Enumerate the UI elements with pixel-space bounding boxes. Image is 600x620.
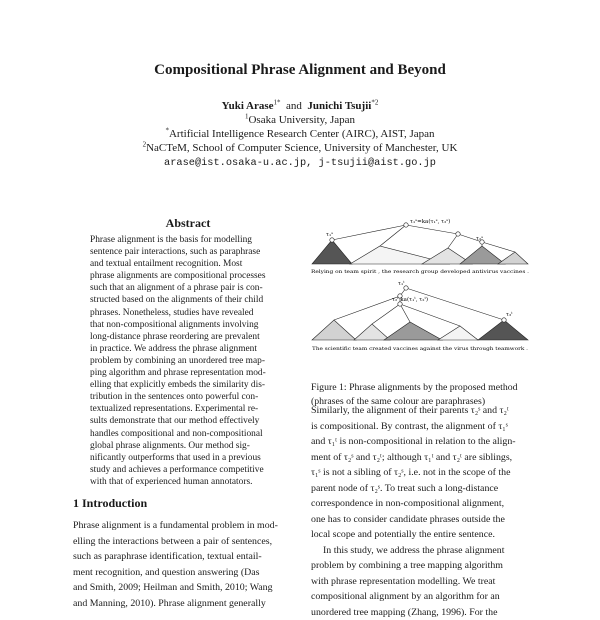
- abstract-line: study and achieves a performance competitive: [90, 464, 286, 476]
- affiliation-3-text: NaCTeM, School of Computer Science, University of Manchester, UK: [146, 142, 457, 154]
- affiliation-3: [0, 141, 600, 155]
- abstract-heading: Abstract: [73, 216, 303, 231]
- right-line: is compositional. By contrast, the alignment of τ₁ˢ: [311, 419, 533, 435]
- abstract-line: global phrase alignments. Our method sig-: [90, 440, 286, 452]
- intro-line: ment recognition, and question answering (Das: [73, 565, 305, 581]
- bottom-phrase-light: [354, 324, 390, 340]
- abstract-line: that non-compositional alignments involving: [90, 319, 286, 331]
- top-tree-edges: [332, 225, 515, 252]
- abstract-line: textualized representations. Experimental re-: [90, 403, 286, 415]
- abstract-line: ping algorithm and phrase representation mod-: [90, 367, 286, 379]
- author-2-marks: *2: [371, 98, 378, 106]
- right-line: one has to consider candidate phrases outside the: [311, 512, 533, 528]
- author-1-marks: 1*: [274, 98, 281, 106]
- intro-line: Phrase alignment is a fundamental problem in mod-: [73, 518, 305, 534]
- bottom-root-label: τ₁ᵗ: [398, 280, 405, 287]
- abstract-line: phrase alignments are compositional processes: [90, 270, 286, 282]
- top-root-label: τ₁ˢ=ka(τ₁ˢ, τ₂ˢ): [410, 218, 450, 225]
- paper-title: Compositional Phrase Alignment and Beyond: [0, 62, 600, 79]
- right-line: correspondence in non-compositional alignment,: [311, 496, 533, 512]
- abstract-line: handles compositional and non-compositional: [90, 428, 286, 440]
- bottom-phrase-mid: [384, 322, 442, 340]
- affiliation-2-mark: *: [165, 126, 169, 134]
- abstract-line: nificantly outperforms that used in a previous: [90, 452, 286, 464]
- bottom-node-label: τ₂ᵗ ka(τ₁ᵗ, τ₂ᵗ): [392, 296, 428, 303]
- affiliation-1-mark: 1: [245, 112, 249, 120]
- abstract-line: elling that explicitly embeds the similarity dis-: [90, 379, 286, 391]
- top-tree-nodes: [330, 223, 484, 244]
- top-phrase-pale: [498, 252, 528, 264]
- top-right-node-label: τ₂ˢ: [476, 236, 483, 242]
- right-line: In this study, we address the phrase alignment: [311, 543, 533, 559]
- right-line: local scope and potentially the entire sentence.: [311, 527, 533, 543]
- top-sentence: Relying on team spirit , the research group developed antivirus vaccines .: [311, 269, 529, 275]
- abstract-line: phrases. Nonetheless, studies have revealed: [90, 307, 286, 319]
- bottom-phrase-dark: [478, 320, 528, 340]
- top-left-node-label: τ₁ˢ: [326, 232, 333, 238]
- right-line: compositional alignment by an algorithm for an: [311, 589, 533, 605]
- abstract-line: sults demonstrate that our method effectively: [90, 415, 286, 427]
- affiliation-1-text: Osaka University, Japan: [248, 114, 355, 126]
- bottom-right-node-label: τ₃ᵗ: [506, 311, 513, 318]
- right-column-body: [311, 403, 533, 620]
- affiliation-2: [0, 127, 600, 141]
- right-line: ment of τ₂ˢ and τ₂ᵗ; although τ₁ᵗ and τ₂ᵗ are siblings,: [311, 450, 533, 466]
- abstract-line: in practice. We address the phrase alignment: [90, 343, 286, 355]
- author-emails: arase@ist.osaka-u.ac.jp, j-tsujii@aist.go.jp: [0, 156, 600, 170]
- affiliation-3-mark: 2: [143, 140, 147, 148]
- figure-1-tree-diagram: [310, 212, 530, 362]
- abstract-line: Phrase alignment is the basis for modelling: [90, 234, 286, 246]
- right-line: problem by combining a tree mapping algorithm: [311, 558, 533, 574]
- author-2: Junichi Tsujii: [307, 100, 371, 112]
- bottom-tree-edges: [334, 288, 504, 326]
- intro-line: and Manning, 2010). Phrase alignment generally: [73, 596, 305, 612]
- abstract-line: long-distance phrase reordering are prevalent: [90, 331, 286, 343]
- intro-line: such as paraphrase identification, textual entail-: [73, 549, 305, 565]
- caption-line: (phrases of the same colour are paraphrases): [311, 395, 533, 409]
- bottom-sentence: The scientific team created vaccines against the virus through teamwork .: [312, 346, 528, 352]
- intro-line: and Smith, 2009; Heilman and Smith, 2010; Wang: [73, 580, 305, 596]
- right-line: with phrase representation modelling. We treat: [311, 574, 533, 590]
- caption-line: Figure 1: Phrase alignments by the proposed method: [311, 381, 533, 395]
- abstract-line: structed based on the alignments of their child: [90, 294, 286, 306]
- abstract-line: tribution in the sentences onto powerful con-: [90, 391, 286, 403]
- right-line: Similarly, the alignment of their parents τ₂ˢ and τ₂ᵗ: [311, 403, 533, 419]
- abstract-line: and textual entailment recognition. Most: [90, 258, 286, 270]
- intro-line: elling the interactions between a pair of sentences,: [73, 534, 305, 550]
- abstract-line: sentence pair interactions, such as paraphrase: [90, 246, 286, 258]
- abstract-line: with that of experienced human annotators.: [90, 476, 286, 488]
- affiliation-2-text: Artificial Intelligence Research Center (AIRC), AIST, Japan: [169, 128, 435, 140]
- right-line: unordered tree mapping (Zhang, 1996). For the: [311, 605, 533, 620]
- top-phrase-mid: [460, 246, 505, 264]
- abstract-body: [90, 234, 286, 488]
- affiliation-1: [0, 113, 600, 127]
- abstract-line: problem by combining an unordered tree map-: [90, 355, 286, 367]
- author-line: [0, 99, 600, 113]
- author-1: Yuki Arase: [222, 100, 274, 112]
- right-line: τ₁ˢ is not a sibling of τ₂ˢ, i.e. not in the scope of the: [311, 465, 533, 481]
- bottom-phrase-pale: [312, 320, 356, 340]
- section-heading-introduction: 1 Introduction: [73, 496, 147, 511]
- right-line: parent node of τ₂ˢ. To treat such a long-distance: [311, 481, 533, 497]
- abstract-line: such that an alignment of a phrase pair is con-: [90, 282, 286, 294]
- bottom-tree-nodes: [398, 286, 506, 322]
- right-line: and τ₁ᵗ is non-compositional in relation to the align-: [311, 434, 533, 450]
- author-and: and: [286, 100, 302, 112]
- introduction-body: [73, 518, 305, 611]
- bottom-phrase-white: [438, 326, 478, 340]
- top-phrase-dark: [312, 240, 352, 264]
